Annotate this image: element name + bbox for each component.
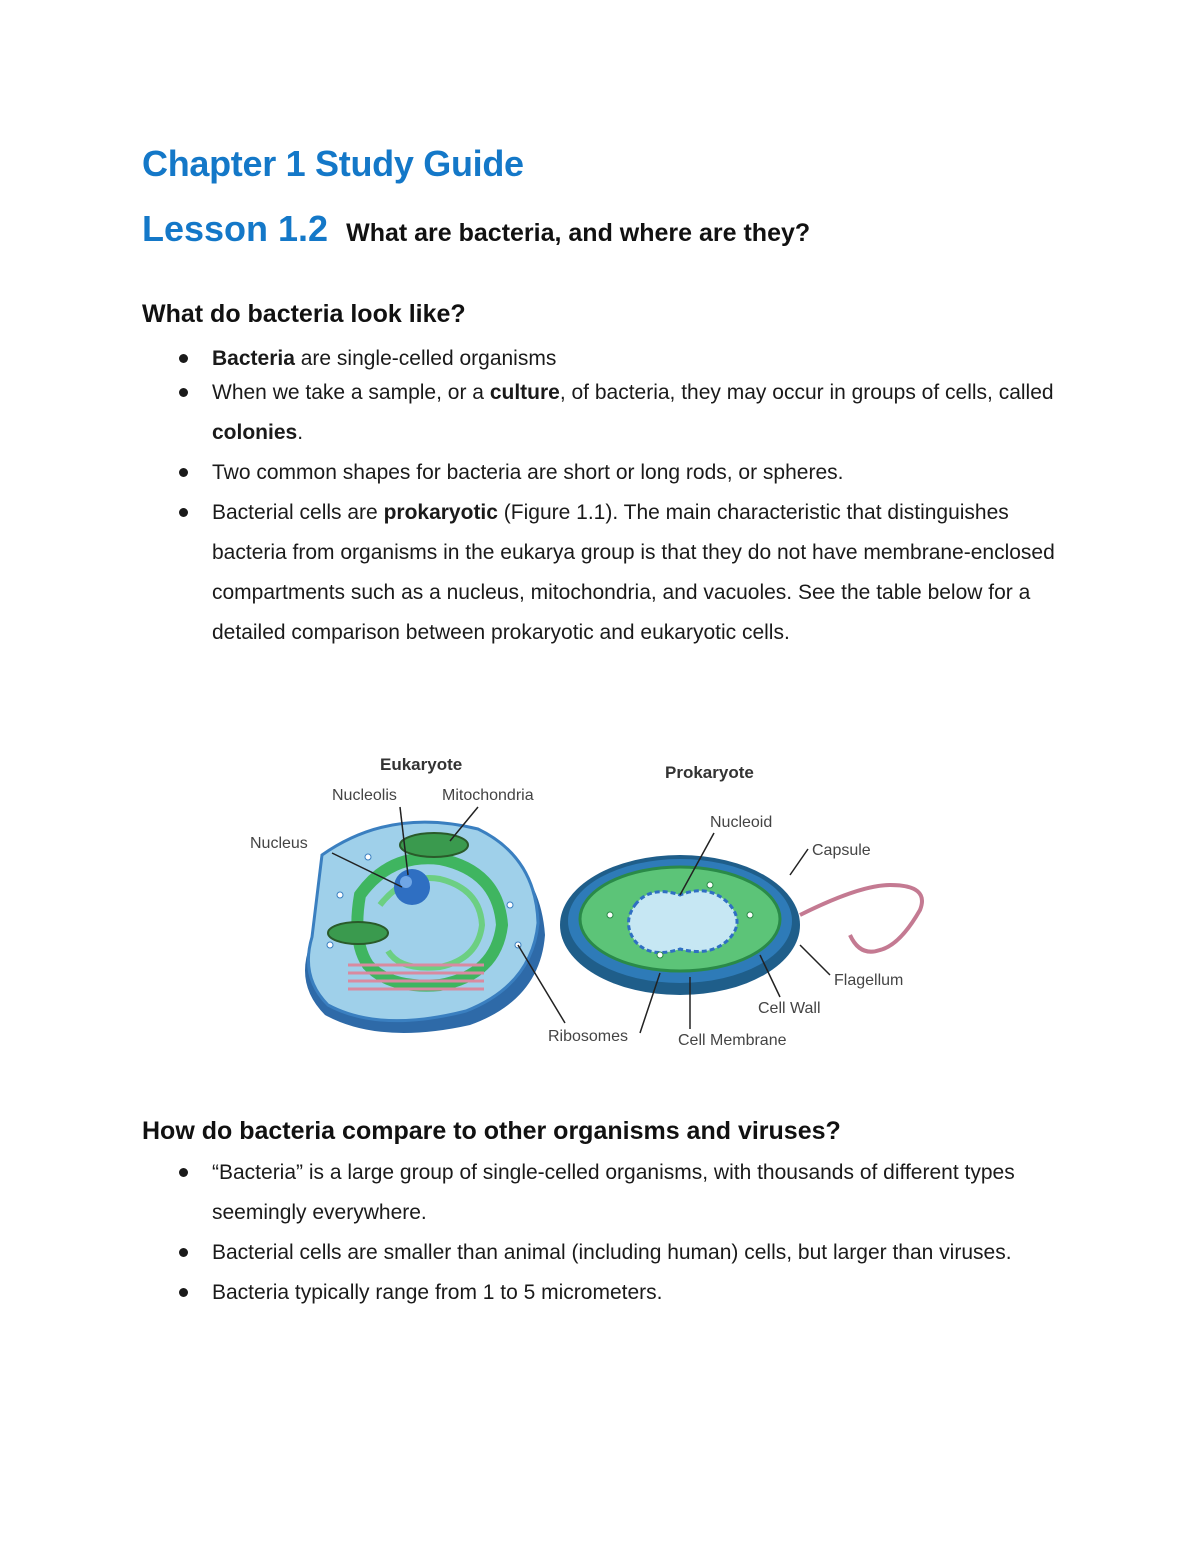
- appearance-bullet-list: [212, 344, 1072, 653]
- mitochondrion-shape: [400, 833, 468, 857]
- list-item: Bacteria are single-celled organisms: [212, 344, 1072, 373]
- cell-wall-label: Cell Wall: [758, 1000, 821, 1017]
- flagellum-shape: [800, 885, 922, 952]
- nucleolis-label: Nucleolis: [332, 787, 397, 804]
- page-title: Chapter 1 Study Guide: [142, 143, 524, 184]
- bullet-dot-icon: [179, 354, 188, 363]
- bullet-dot-icon: [179, 388, 188, 397]
- bullet-dot-icon: [179, 1168, 188, 1177]
- bullet-dot-icon: [179, 508, 188, 517]
- nucleus-shape: [394, 869, 430, 905]
- list-item: Two common shapes for bacteria are short or long rods, or spheres.: [212, 453, 1072, 493]
- nucleus-label: Nucleus: [250, 835, 308, 852]
- mitochondrion-shape: [328, 922, 388, 944]
- bullet-dot-icon: [179, 1288, 188, 1297]
- list-item: When we take a sample, or a culture, of bacteria, they may occur in groups of cells, called colonies.: [212, 373, 1072, 453]
- eukaryote-cell: [305, 822, 545, 1033]
- prokaryote-title: Prokaryote: [665, 763, 754, 782]
- cell-comparison-figure: [240, 745, 960, 1065]
- nucleoid-label: Nucleoid: [710, 814, 773, 831]
- list-item: Bacteria typically range from 1 to 5 micrometers.: [212, 1273, 1072, 1313]
- nucleoid-shape: [629, 891, 738, 953]
- list-item: “Bacteria” is a large group of single-celled organisms, with thousands of different types seemingly everywhere.: [212, 1153, 1072, 1233]
- bullet-dot-icon: [179, 468, 188, 477]
- section-heading-appearance: What do bacteria look like?: [142, 300, 466, 328]
- mitochondria-label: Mitochondria: [442, 787, 534, 804]
- capsule-label: Capsule: [812, 842, 871, 859]
- section-heading-comparison: How do bacteria compare to other organisms and viruses?: [142, 1117, 841, 1145]
- comparison-bullet-list: [212, 1153, 1072, 1313]
- lesson-header: [142, 205, 810, 253]
- cell-membrane-label: Cell Membrane: [678, 1032, 787, 1049]
- list-item: Bacterial cells are smaller than animal (including human) cells, but larger than viruses.: [212, 1233, 1072, 1273]
- list-item: Bacterial cells are prokaryotic (Figure 1.1). The main characteristic that distinguishes bacteria from organisms in the eukarya group is that they do not have membrane-enclosed compartments such as a nucleus, mitochondria, and vacuoles. See the table below for a detailed comparison between prokaryotic and eukaryotic cells.: [212, 493, 1072, 653]
- lesson-label: Lesson 1.2: [142, 208, 329, 249]
- bullet-dot-icon: [179, 1248, 188, 1257]
- lesson-question: What are bacteria, and where are they?: [346, 219, 811, 247]
- flagellum-label: Flagellum: [834, 972, 904, 989]
- eukaryote-title: Eukaryote: [380, 755, 463, 774]
- ribosomes-label: Ribosomes: [548, 1028, 629, 1045]
